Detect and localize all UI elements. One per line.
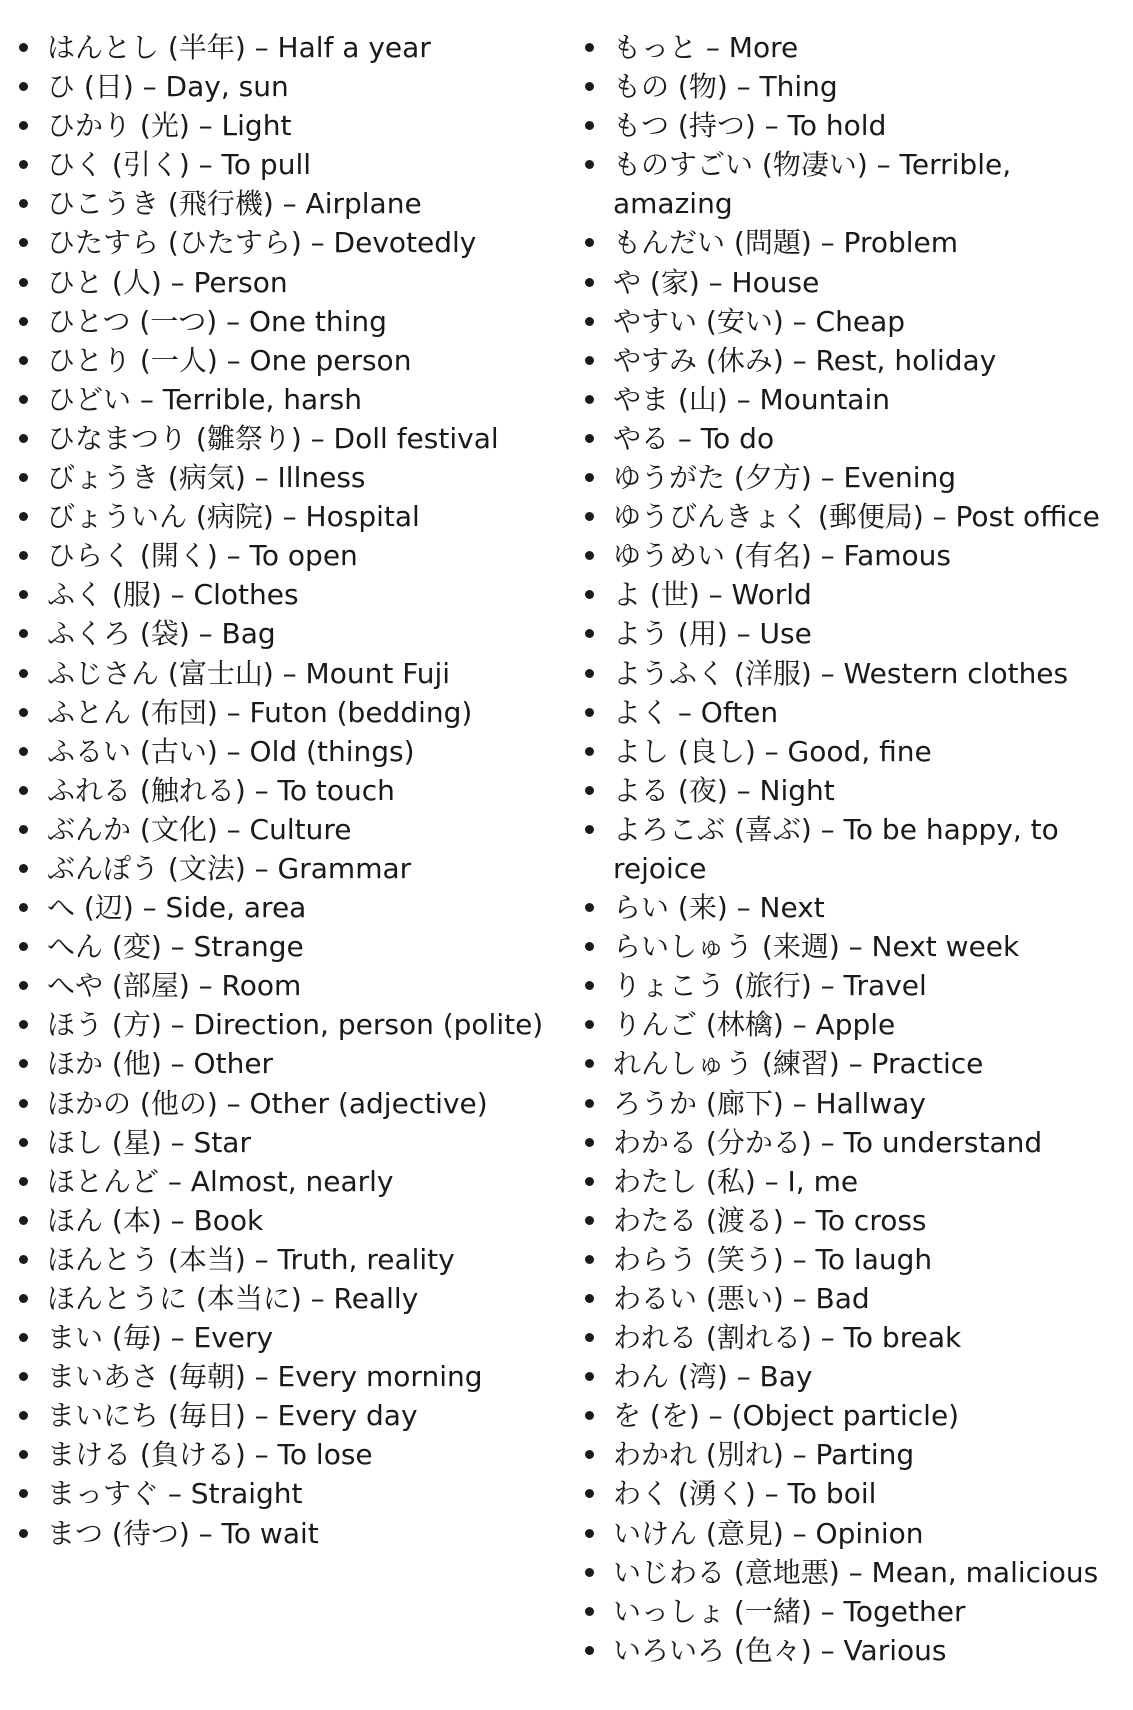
vocab-text: まい (毎) – Every [47,1321,274,1355]
vocab-item [12,693,572,732]
bullet-icon [19,786,28,795]
bullet-icon [19,590,28,599]
vocab-text: よろこぶ (喜ぶ) – To be happy, to rejoice [613,812,1059,885]
vocab-item [578,145,1126,223]
vocab-item [578,1279,1126,1318]
bullet-icon [19,1177,28,1186]
bullet-icon [585,395,594,404]
vocab-item [578,263,1126,302]
bullet-icon [585,512,594,521]
vocab-item [578,1631,1126,1670]
vocab-item [578,497,1126,536]
bullet-icon [19,199,28,208]
vocab-item [12,223,572,262]
vocab-text: いじわる (意地悪) – Mean, malicious [613,1555,1099,1589]
bullet-icon [19,43,28,52]
bullet-icon [585,903,594,912]
bullet-icon [585,1607,594,1616]
vocab-text: わく (湧く) – To boil [613,1477,877,1511]
vocab-text: わたる (渡る) – To cross [613,1203,927,1237]
vocab-item [12,927,572,966]
vocab-item [578,1357,1126,1396]
bullet-icon [19,278,28,287]
bullet-icon [585,356,594,365]
vocab-item [12,263,572,302]
vocab-text: わん (湾) – Bay [613,1360,813,1394]
vocab-text: ゆうびんきょく (郵便局) – Post office [613,500,1100,534]
bullet-icon [585,1216,594,1225]
bullet-icon [19,356,28,365]
vocab-text: ゆうがた (夕方) – Evening [613,461,957,495]
vocab-item [578,536,1126,575]
vocab-text: ふれる (触れる) – To touch [47,773,395,807]
vocab-text: りょこう (旅行) – Travel [613,969,927,1003]
vocab-text: われる (割れる) – To break [613,1321,962,1355]
vocab-item [12,302,572,341]
vocab-item [578,1514,1126,1553]
vocab-item [578,1084,1126,1123]
vocab-text: はんとし (半年) – Half a year [47,31,431,64]
vocab-text: ふじさん (富士山) – Mount Fuji [47,656,451,690]
vocab-text: やすみ (休み) – Rest, holiday [613,343,997,377]
vocab-text: ぶんぽう (文法) – Grammar [47,851,412,885]
vocab-text: ほし (星) – Star [47,1125,251,1159]
vocab-text: ひく (引く) – To pull [47,148,312,182]
bullet-icon [19,1099,28,1108]
bullet-icon [19,747,28,756]
vocab-text: ほんとう (本当) – Truth, reality [47,1242,455,1276]
bullet-icon [585,1568,594,1577]
vocab-item [12,1396,572,1435]
bullet-icon [19,395,28,404]
bullet-icon [585,747,594,756]
vocab-text: ひどい – Terrible, harsh [47,382,363,416]
vocab-item [578,1592,1126,1631]
vocab-text: ふるい (古い) – Old (things) [47,734,415,768]
vocab-text: もっと – More [613,31,799,64]
vocab-item [578,966,1126,1005]
bullet-icon [585,1099,594,1108]
vocab-item [12,1162,572,1201]
bullet-icon [585,434,594,443]
vocab-item [12,1514,572,1553]
bullet-icon [19,1020,28,1029]
vocab-item [12,732,572,771]
bullet-icon [585,942,594,951]
vocab-text: まける (負ける) – To lose [47,1438,373,1472]
vocab-list-right [578,28,1126,1670]
vocab-item [578,888,1126,927]
bullet-icon [585,1411,594,1420]
bullet-icon [585,1333,594,1342]
vocab-item [578,302,1126,341]
bullet-icon [585,786,594,795]
bullet-icon [19,160,28,169]
vocab-text: へや (部屋) – Room [47,969,302,1003]
vocab-text: いけん (意見) – Opinion [613,1516,924,1550]
bullet-icon [19,473,28,482]
vocab-text: ぶんか (文化) – Culture [47,812,352,846]
bullet-icon [19,1255,28,1264]
bullet-icon [19,903,28,912]
vocab-text: ふとん (布団) – Futon (bedding) [47,695,473,729]
vocab-text: らい (来) – Next [613,891,825,925]
bullet-icon [19,1450,28,1459]
bullet-icon [19,942,28,951]
vocab-item [578,1201,1126,1240]
vocab-item [12,654,572,693]
vocab-text: まいあさ (毎朝) – Every morning [47,1360,483,1394]
vocab-text: ゆうめい (有名) – Famous [613,539,951,573]
vocab-item [578,106,1126,145]
vocab-text: わかれ (別れ) – Parting [613,1438,915,1472]
vocab-item [12,966,572,1005]
vocab-item [578,810,1126,888]
vocab-item [12,1318,572,1357]
vocab-item [12,1044,572,1083]
vocab-text: やる – To do [613,421,775,455]
bullet-icon [585,590,594,599]
bullet-icon [19,1529,28,1538]
vocab-item [12,145,572,184]
bullet-icon [585,1489,594,1498]
bullet-icon [585,278,594,287]
bullet-icon [585,1177,594,1186]
vocab-text: よう (用) – Use [613,617,812,651]
vocab-text: わるい (悪い) – Bad [613,1282,870,1315]
vocab-item [12,810,572,849]
vocab-text: ほう (方) – Direction, person (polite) [47,1008,544,1042]
vocab-item [578,614,1126,653]
bullet-icon [585,551,594,560]
bullet-icon [585,825,594,834]
bullet-icon [19,669,28,678]
vocab-list-left [12,28,572,1553]
vocab-item [12,67,572,106]
bullet-icon [585,1294,594,1303]
vocab-text: ひとつ (一つ) – One thing [47,304,387,338]
vocab-item [12,497,572,536]
bullet-icon [19,551,28,560]
bullet-icon [585,1059,594,1068]
vocab-text: わらう (笑う) – To laugh [613,1242,933,1276]
bullet-icon [19,1138,28,1147]
vocab-text: もんだい (問題) – Problem [613,226,959,260]
vocab-text: ひとり (一人) – One person [47,343,412,377]
vocab-text: びょうき (病気) – Illness [47,461,366,495]
vocab-item [578,1240,1126,1279]
bullet-icon [585,1529,594,1538]
vocab-text: ひ (日) – Day, sun [47,70,289,104]
bullet-icon [585,473,594,482]
vocab-item [12,1357,572,1396]
vocab-item [578,771,1126,810]
bullet-icon [585,1372,594,1381]
vocab-text: ろうか (廊下) – Hallway [613,1086,926,1120]
bullet-icon [585,1450,594,1459]
bullet-icon [19,864,28,873]
vocab-item [578,223,1126,262]
vocab-item [578,28,1126,67]
vocab-text: ひと (人) – Person [47,265,288,299]
vocab-item [578,654,1126,693]
vocab-text: ほか (他) – Other [47,1047,274,1081]
bullet-icon [19,708,28,717]
vocab-text: びょういん (病院) – Hospital [47,500,420,534]
vocab-item [12,771,572,810]
vocab-text: よ (世) – World [613,578,812,612]
vocab-item [578,341,1126,380]
vocab-text: よる (夜) – Night [613,773,835,807]
vocab-item [578,1005,1126,1044]
vocab-item [578,575,1126,614]
bullet-icon [19,121,28,130]
vocab-item [578,1435,1126,1474]
bullet-icon [585,43,594,52]
vocab-item [578,927,1126,966]
vocab-item [12,614,572,653]
vocab-text: もの (物) – Thing [613,70,838,104]
bullet-icon [585,160,594,169]
bullet-icon [19,629,28,638]
vocab-text: ようふく (洋服) – Western clothes [613,656,1069,690]
vocab-text: やすい (安い) – Cheap [613,304,906,338]
vocab-text: ほかの (他の) – Other (adjective) [47,1086,488,1120]
vocab-item [578,693,1126,732]
bullet-icon [19,317,28,326]
vocab-text: ものすごい (物凄い) – Terrible, amazing [613,148,1012,221]
vocab-item [12,1123,572,1162]
bullet-icon [585,1255,594,1264]
vocab-item [12,1201,572,1240]
vocab-text: いろいろ (色々) – Various [613,1633,947,1667]
bullet-icon [585,1646,594,1655]
vocab-item [12,380,572,419]
vocab-text: ひたすら (ひたすら) – Devotedly [47,226,477,260]
bullet-icon [585,1138,594,1147]
vocab-item [578,419,1126,458]
vocab-text: いっしょ (一緒) – Together [613,1594,966,1628]
vocab-text: を (を) – (Object particle) [613,1399,960,1433]
vocab-text: まいにち (毎日) – Every day [47,1399,418,1433]
vocab-item [12,341,572,380]
bullet-icon [19,512,28,521]
vocab-item [12,28,572,67]
vocab-item [578,1123,1126,1162]
vocab-item [578,67,1126,106]
bullet-icon [585,629,594,638]
vocab-item [12,1005,572,1044]
vocab-item [578,458,1126,497]
bullet-icon [19,981,28,990]
vocab-item [12,419,572,458]
bullet-icon [585,708,594,717]
bullet-icon [585,669,594,678]
vocab-text: わかる (分かる) – To understand [613,1125,1043,1159]
vocab-text: りんご (林檎) – Apple [613,1008,896,1042]
vocab-item [12,1474,572,1513]
bullet-icon [19,1372,28,1381]
vocab-item [578,1396,1126,1435]
bullet-icon [19,1489,28,1498]
vocab-text: やま (山) – Mountain [613,382,890,416]
vocab-text: よく – Often [613,695,779,729]
bullet-icon [585,317,594,326]
bullet-icon [585,1020,594,1029]
vocab-text: へ (辺) – Side, area [47,891,307,925]
vocab-text: ひかり (光) – Light [47,109,292,143]
vocab-text: ふく (服) – Clothes [47,578,299,612]
bullet-icon [19,434,28,443]
vocab-text: わたし (私) – I, me [613,1164,859,1198]
vocab-text: や (家) – House [613,265,820,299]
bullet-icon [19,82,28,91]
vocab-item [578,1318,1126,1357]
vocab-item [12,458,572,497]
bullet-icon [19,238,28,247]
vocab-item [578,1162,1126,1201]
vocab-item [578,1044,1126,1083]
vocab-text: らいしゅう (来週) – Next week [613,930,1020,964]
vocab-item [12,575,572,614]
vocab-text: ひこうき (飛行機) – Airplane [47,187,422,221]
vocab-item [578,1474,1126,1513]
vocab-item [578,732,1126,771]
bullet-icon [19,1059,28,1068]
vocab-item [12,888,572,927]
bullet-icon [19,825,28,834]
vocab-text: ひらく (開く) – To open [47,539,358,573]
bullet-icon [585,82,594,91]
vocab-item [12,1279,572,1318]
vocab-item [12,106,572,145]
vocab-text: よし (良し) – Good, fine [613,734,932,768]
vocab-text: れんしゅう (練習) – Practice [613,1047,984,1081]
bullet-icon [585,121,594,130]
vocab-text: ほんとうに (本当に) – Really [47,1282,419,1315]
bullet-icon [585,981,594,990]
vocab-item [578,1553,1126,1592]
vocab-text: ほとんど – Almost, nearly [47,1164,394,1198]
vocab-text: ふくろ (袋) – Bag [47,617,276,651]
bullet-icon [585,238,594,247]
vocab-text: ほん (本) – Book [47,1203,264,1237]
bullet-icon [19,1294,28,1303]
vocab-item [12,1240,572,1279]
vocab-item [12,536,572,575]
vocab-text: まつ (待つ) – To wait [47,1516,319,1550]
vocab-text: まっすぐ – Straight [47,1477,303,1511]
vocab-item [12,184,572,223]
vocab-item [12,849,572,888]
bullet-icon [19,1411,28,1420]
bullet-icon [19,1216,28,1225]
vocab-item [578,380,1126,419]
vocab-text: もつ (持つ) – To hold [613,109,887,143]
vocab-item [12,1084,572,1123]
bullet-icon [19,1333,28,1342]
vocab-text: ひなまつり (雛祭り) – Doll festival [47,421,499,455]
vocab-item [12,1435,572,1474]
vocab-text: へん (変) – Strange [47,930,304,964]
